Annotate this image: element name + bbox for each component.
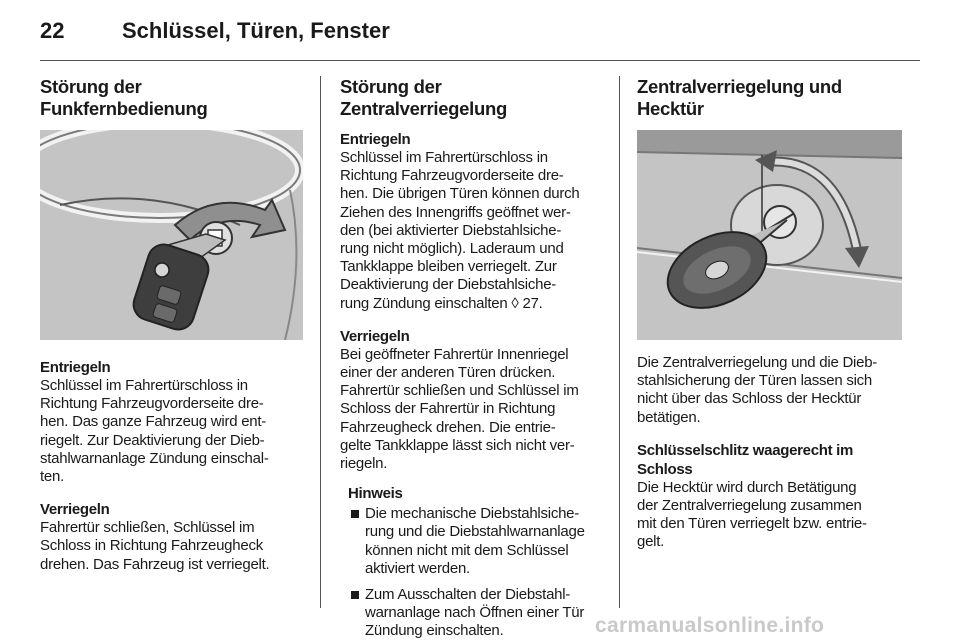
square-bullet-icon [351, 591, 359, 599]
page-header [40, 18, 920, 54]
section-heading: Störung der Zentralverriegelung [340, 76, 508, 119]
column-tailgate [637, 76, 902, 552]
key-turn-illustration [40, 130, 303, 340]
note-bullet [348, 586, 604, 641]
subsection-heading: Entriegeln [340, 131, 411, 148]
bullet-text: Die mechanische Diebstahlsiche- rung und die Diebstahlwarnanlage können nicht mit dem Schlüssel aktiviert werden. [365, 505, 585, 577]
note-bullet [348, 505, 604, 578]
watermark: carmanualsonline.info [595, 614, 825, 637]
subsection-heading: Verriegeln [340, 327, 410, 345]
page-number: 22 [40, 18, 65, 43]
header-rule [40, 60, 920, 61]
subsection-unlock [40, 358, 303, 486]
door-lock-key-image [40, 130, 303, 340]
subsection-heading: Schlüsselschlitz waagerecht im Schloss [637, 441, 854, 478]
note-title: Hinweis [348, 485, 403, 503]
page-title: Schlüssel, Türen, Fenster [122, 18, 390, 43]
note-box [348, 485, 604, 640]
square-bullet-icon [351, 510, 359, 518]
paragraph: Bei geöffneter Fahrertür Innenriegel einer der anderen Türen drücken. Fahrertür schließen und Schlüssel im Schloss der Fahrertür in Richtung Fahrzeugheck drehen. Die entrie- gelte Tankklappe lässt sich nicht ver- riegeln. [340, 345, 579, 473]
paragraph: Schlüssel im Fahrertürschloss in Richtung Fahrzeugvorderseite dre- hen. Das ganze Fahrzeug wird ent- riegelt. Zur Deaktivierung der Dieb- stahlwarnanlage Zündung einschal- ten. [40, 377, 269, 486]
subsection-unlock [340, 130, 604, 313]
column-remote-failure [40, 76, 303, 574]
tailgate-lock-illustration [637, 130, 902, 340]
column-divider [619, 76, 620, 608]
subsection-heading: Entriegeln [40, 359, 111, 376]
bullet-text: Zum Ausschalten der Diebstahl- warnanlage nach Öffnen einer Tür Zündung einschalten. [365, 586, 585, 640]
subsection-lock [340, 327, 604, 473]
column-central-locking-failure [340, 76, 604, 641]
paragraph: Schlüssel im Fahrertürschloss in Richtung Fahrzeugvorderseite dre- hen. Die übrigen Türen können durch Ziehen des Innengriffs geöffnet wer- den (bei aktivierter Diebstahlsiche- rung nicht möglich). Laderaum und Tankklappe bleiben verriegelt. Zur Deaktivierung der Diebstahlsiche- rung Zündung einschalten ◊ 27. [340, 149, 580, 312]
section-heading: Störung der Funkfernbedienung [40, 76, 208, 119]
column-divider [320, 76, 321, 608]
subsection-heading: Verriegeln [40, 501, 110, 519]
paragraph: Die Hecktür wird durch Betätigung der Zentralverriegelung zusammen mit den Türen verriegelt bzw. entrie- gelt. [637, 478, 867, 551]
tailgate-key-image [637, 130, 902, 340]
subsection-lock [40, 500, 303, 574]
paragraph: Die Zentralverriegelung und die Dieb- stahlsicherung der Türen lassen sich nicht über das Schloss der Hecktür betätigen. [637, 354, 878, 426]
subsection-key-slot [637, 441, 902, 552]
section-heading: Zentralverriegelung und Hecktür [637, 76, 842, 119]
paragraph: Fahrertür schließen, Schlüssel im Schloss in Richtung Fahrzeugheck drehen. Das Fahrzeug ist verriegelt. [40, 519, 270, 573]
